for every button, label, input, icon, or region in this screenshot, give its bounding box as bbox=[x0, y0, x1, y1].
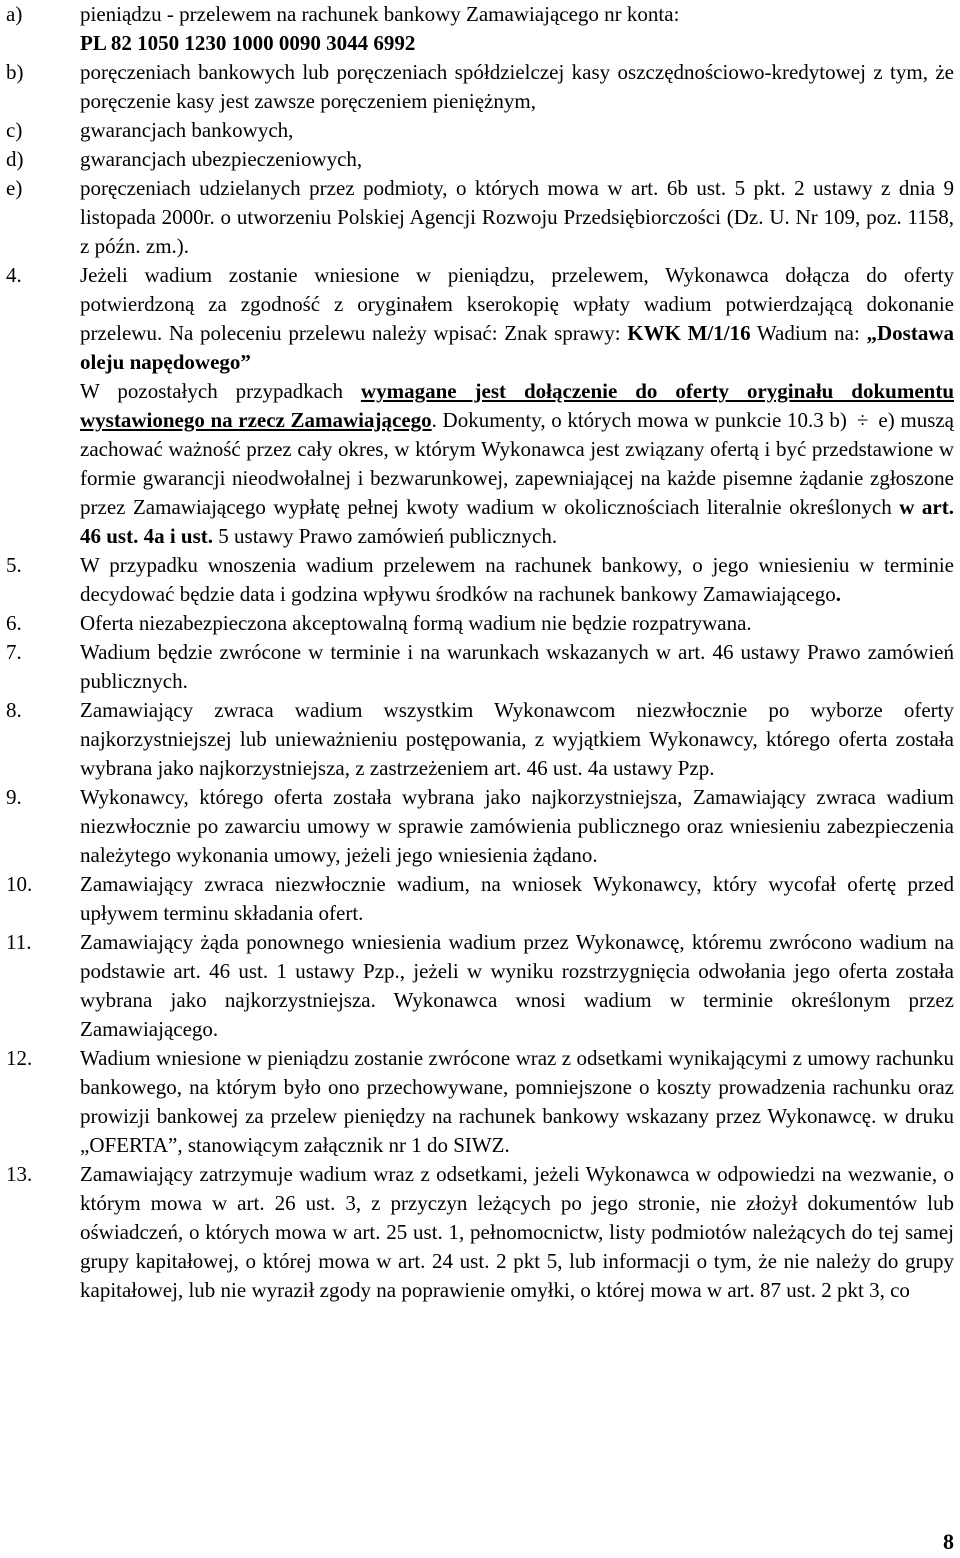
list-item bbox=[6, 696, 954, 783]
list-item bbox=[6, 609, 954, 638]
item-text bbox=[80, 609, 954, 638]
bold-text: KWK M/1/16 bbox=[627, 321, 751, 345]
text-segment: gwarancjach ubezpieczeniowych, bbox=[80, 147, 363, 171]
text-segment: pieniądzu - przelewem na rachunek bankowy Zamawiającego nr konta: bbox=[80, 2, 680, 26]
item-label: 9. bbox=[6, 785, 22, 809]
document-page bbox=[6, 0, 954, 1305]
item-text bbox=[80, 928, 954, 1044]
text-segment: poręczeniach udzielanych przez podmioty, o których mowa w art. 6b ust. 5 pkt. 2 ustawy z dnia 9 listopada 2000r. o utworzeniu Polskiej Agencji Rozwoju Przedsiębiorczości (Dz. U. Nr 109, poz. 1158, z późn. zm.). bbox=[80, 176, 954, 258]
text-segment: Oferta niezabezpieczona akceptowalną formą wadium nie będzie rozpatrywana. bbox=[80, 611, 752, 635]
item-label: 6. bbox=[6, 611, 22, 635]
item-label: 12. bbox=[6, 1046, 33, 1070]
text-segment: W przypadku wnoszenia wadium przelewem na rachunek bankowy, o jego wniesieniu w terminie decydować będzie data i godzina wpływu środków na rachunek bankowy Zamawiającego bbox=[80, 553, 954, 606]
item-text bbox=[80, 0, 954, 58]
text-segment: Wadium będzie zwrócone w terminie i na warunkach wskazanych w art. 46 ustawy Prawo zamówień publicznych. bbox=[80, 640, 954, 693]
item-label: 11. bbox=[6, 930, 32, 954]
item-text bbox=[80, 1160, 954, 1305]
list-item bbox=[6, 58, 954, 116]
text-segment: e) muszą zachować ważność przez cały okres, w którym Wykonawca jest związany ofertą i być przedstawione w formie gwarancji nieodwołalnej i bezwarunkowej, zapewniającej na każde pisemne żądanie zgłoszone przez Zamawiającego wypłatę pełnej kwoty wadium w okolicznościach literalnie określonych bbox=[80, 408, 955, 519]
item-text bbox=[80, 174, 954, 261]
item-label: b) bbox=[6, 60, 24, 84]
item-label: 8. bbox=[6, 698, 22, 722]
text-segment: gwarancjach bankowych, bbox=[80, 118, 294, 142]
item-text bbox=[80, 783, 954, 870]
item-text bbox=[80, 696, 954, 783]
item-label: d) bbox=[6, 147, 24, 171]
item-text bbox=[80, 551, 954, 609]
list-item bbox=[6, 1160, 954, 1305]
bold-underlined-text: wymagane jest dołączenie do oferty oryginału dokumentu wystawionego na rzecz Zamawiającego bbox=[80, 379, 954, 432]
text-segment: Zamawiający żąda ponownego wniesienia wadium przez Wykonawcę, któremu zwrócono wadium na podstawie art. 46 ust. 1 ustawy Pzp., jeżeli w wyniku rozstrzygnięcia odwołania jego oferta została wybrana jako najkorzystniejsza. Wykonawca wnosi wadium w terminie określonym przez Zamawiającego. bbox=[80, 930, 954, 1041]
text-segment: Jeżeli wadium zostanie wniesione w pieniądzu, przelewem, Wykonawca dołącza do oferty potwierdzoną za zgodność z oryginałem kserokopię wpłaty wadium potwierdzającą dokonanie przelewu. Na poleceniu przelewu należy wpisać: Znak sprawy: bbox=[80, 263, 954, 345]
division-symbol: ÷ bbox=[856, 408, 869, 432]
text-segment: 5 ustawy Prawo zamówień publicznych. bbox=[213, 524, 558, 548]
list-item bbox=[6, 261, 954, 551]
list-item bbox=[6, 870, 954, 928]
item-label: a) bbox=[6, 2, 23, 26]
text-segment: Zamawiający zwraca niezwłocznie wadium, na wniosek Wykonawcy, który wycofał ofertę przed upływem terminu składania ofert. bbox=[80, 872, 954, 925]
list-item bbox=[6, 174, 954, 261]
bold-text: „Dostawa oleju napędowego” bbox=[80, 321, 954, 374]
bold-text: . bbox=[835, 582, 841, 606]
item-text bbox=[80, 638, 954, 696]
text-segment: . Dokumenty, o których mowa w punkcie 10.3 b) bbox=[431, 408, 847, 432]
text-segment: Zamawiający zatrzymuje wadium wraz z odsetkami, jeżeli Wykonawca w odpowiedzi na wezwanie, o którym mowa w art. 26 ust. 3, z przyczyn leżących po jego stronie, nie złożył dokumentów lub oświadczeń, o których mowa w art. 25 ust. 1, pełnomocnictw, listy podmiotów należących do tej samej grupy kapitałowej, o której mowa w art. 24 ust. 2 pkt 5, lub informacji o tym, że nie należy do grupy kapitałowej, lub nie wyraził zgody na poprawienie omyłki, o której mowa w art. 87 ust. 2 pkt 3, co bbox=[80, 1162, 954, 1302]
item-label: 4. bbox=[6, 263, 22, 287]
page-number: 8 bbox=[943, 1529, 954, 1554]
item-text bbox=[80, 116, 954, 145]
text-segment: Wadium wniesione w pieniądzu zostanie zwrócone wraz z odsetkami wynikającymi z umowy rachunku bankowego, na którym było ono przechowywane, pomniejszone o koszty prowadzenia rachunku oraz prowizji bankowej za przelew pieniędzy na rachunek bankowy wskazany przez Wykonawcę. w druku „OFERTA”, stanowiącym załącznik nr 1 do SIWZ. bbox=[80, 1046, 954, 1157]
list-item bbox=[6, 783, 954, 870]
list-item bbox=[6, 928, 954, 1044]
text-segment: Wykonawcy, którego oferta została wybrana jako najkorzystniejsza, Zamawiający zwraca wadium niezwłocznie po zawarciu umowy w sprawie zamówienia publicznego oraz wniesieniu zabezpieczenia należytego wykonania umowy, jeżeli jego wniesienia żądano. bbox=[80, 785, 954, 867]
item-label: 10. bbox=[6, 872, 33, 896]
item-label: 5. bbox=[6, 553, 22, 577]
text-segment: W pozostałych przypadkach bbox=[80, 379, 361, 403]
item-label: e) bbox=[6, 176, 23, 200]
text-segment: Wadium na: bbox=[750, 321, 867, 345]
item-label: c) bbox=[6, 118, 23, 142]
item-text bbox=[80, 870, 954, 928]
list-item bbox=[6, 638, 954, 696]
text-segment: poręczeniach bankowych lub poręczeniach spółdzielczej kasy oszczędnościowo-kredytowej z tym, że poręczenie kasy jest zawsze poręczeniem pieniężnym, bbox=[80, 60, 954, 113]
list-item bbox=[6, 116, 954, 145]
item-text bbox=[80, 1044, 954, 1160]
text-segment: Zamawiający zwraca wadium wszystkim Wykonawcom niezwłocznie po wyborze oferty najkorzystniejszej lub unieważnieniu postępowania, z wyjątkiem Wykonawcy, którego oferta została wybrana jako najkorzystniejsza, z zastrzeżeniem art. 46 ust. 4a ustawy Pzp. bbox=[80, 698, 954, 780]
item-text bbox=[80, 145, 954, 174]
list-item bbox=[6, 145, 954, 174]
bold-text: PL 82 1050 1230 1000 0090 3044 6992 bbox=[80, 31, 416, 55]
item-text bbox=[80, 58, 954, 116]
item-text bbox=[80, 261, 954, 551]
list-item bbox=[6, 1044, 954, 1160]
list-item bbox=[6, 551, 954, 609]
bold-text: w art. 46 ust. 4a i ust. bbox=[80, 495, 954, 548]
list-item bbox=[6, 0, 954, 58]
item-label: 13. bbox=[6, 1162, 33, 1186]
item-label: 7. bbox=[6, 640, 22, 664]
